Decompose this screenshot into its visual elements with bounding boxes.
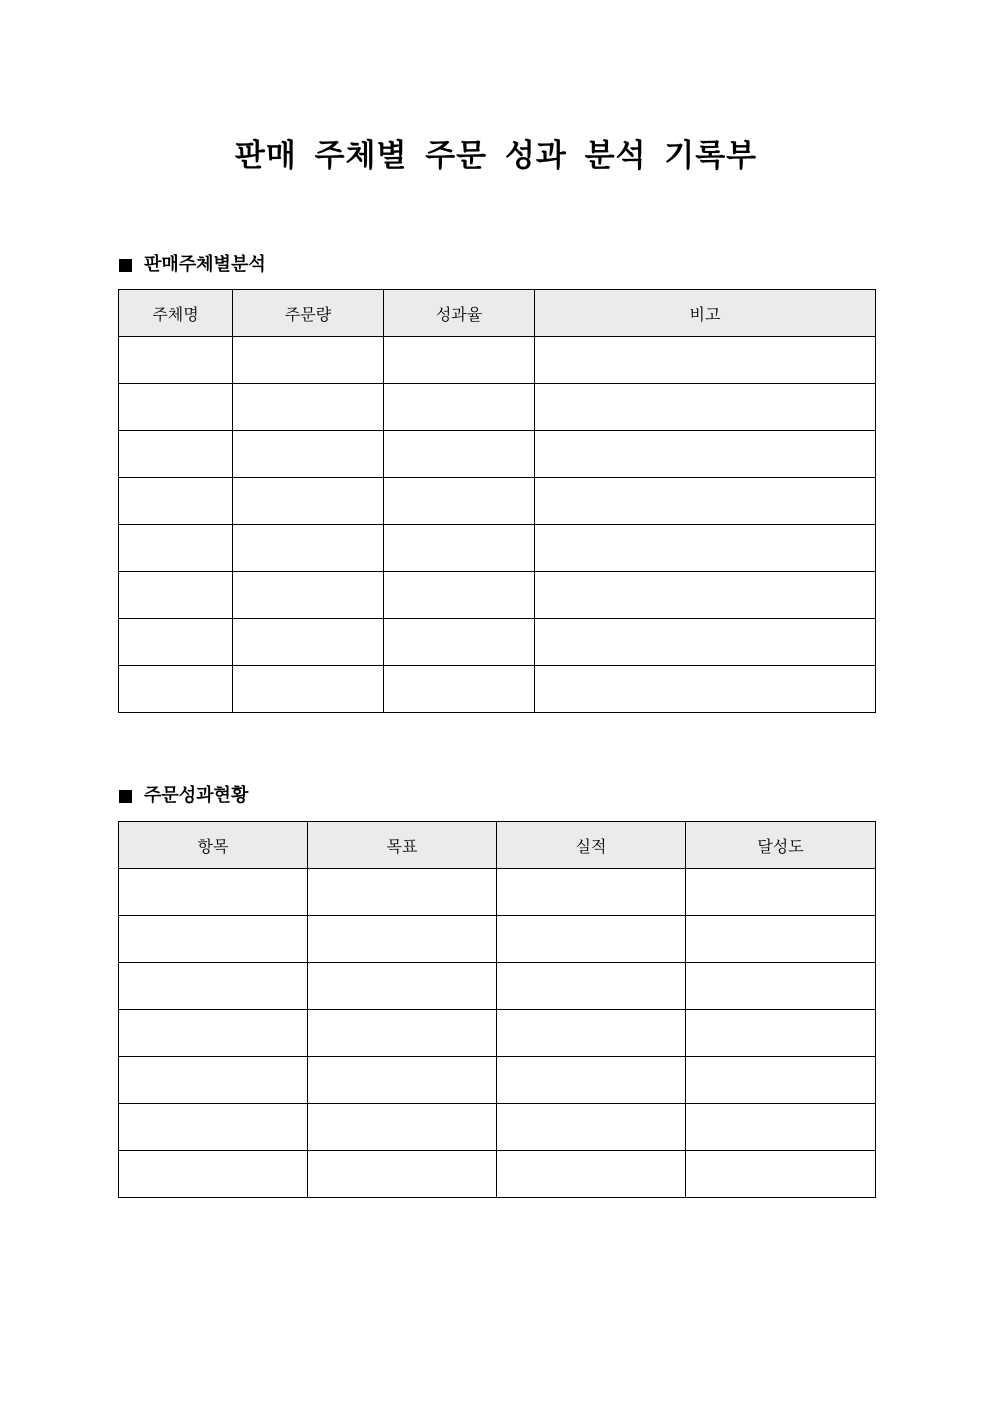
entity-analysis-table [118,289,876,713]
column-header-item: 항목 [119,822,308,869]
table-cell[interactable] [497,1057,686,1104]
table-row [119,1010,876,1057]
table-cell[interactable] [384,572,535,619]
table-cell[interactable] [119,666,233,713]
table-cell[interactable] [535,572,876,619]
table-cell[interactable] [384,666,535,713]
square-bullet-icon [119,790,132,803]
table-cell[interactable] [384,619,535,666]
section-heading-label: 판매주체별분석 [144,254,266,275]
table-cell[interactable] [233,619,384,666]
table-cell[interactable] [119,478,233,525]
table-cell[interactable] [384,478,535,525]
table-cell[interactable] [119,963,308,1010]
table-row [119,666,876,713]
table-cell[interactable] [308,963,497,1010]
table-row [119,1151,876,1198]
table-cell[interactable] [233,572,384,619]
table-cell[interactable] [308,1010,497,1057]
column-header-order-volume: 주문량 [233,290,384,337]
square-bullet-icon [119,259,132,272]
table-row [119,869,876,916]
table-row [119,1057,876,1104]
table-cell[interactable] [119,572,233,619]
table-cell[interactable] [535,478,876,525]
table-cell[interactable] [308,1057,497,1104]
table-row [119,384,876,431]
column-header-entity-name: 주체명 [119,290,233,337]
table-cell[interactable] [308,1104,497,1151]
table-cell[interactable] [535,431,876,478]
table-row [119,525,876,572]
section-heading-label: 주문성과현황 [144,785,249,806]
section-heading-entity-analysis [119,252,266,278]
table-cell[interactable] [119,431,233,478]
table-cell[interactable] [384,337,535,384]
table-cell[interactable] [119,1010,308,1057]
table-cell[interactable] [119,1104,308,1151]
table-cell[interactable] [119,619,233,666]
table-cell[interactable] [308,869,497,916]
table-cell[interactable] [119,525,233,572]
column-header-remarks: 비고 [535,290,876,337]
table-row [119,572,876,619]
table-header-row [119,290,876,337]
table-row [119,619,876,666]
table-cell[interactable] [535,666,876,713]
table-cell[interactable] [535,525,876,572]
table-cell[interactable] [686,1010,876,1057]
section-heading-order-performance [119,783,248,809]
column-header-actual: 실적 [497,822,686,869]
table-cell[interactable] [497,869,686,916]
table-cell[interactable] [686,1151,876,1198]
table-cell[interactable] [119,1151,308,1198]
table-cell[interactable] [686,963,876,1010]
table-cell[interactable] [119,337,233,384]
table-row [119,1104,876,1151]
table-cell[interactable] [535,337,876,384]
table-cell[interactable] [686,1057,876,1104]
column-header-achievement: 달성도 [686,822,876,869]
column-header-performance-rate: 성과율 [384,290,535,337]
table-cell[interactable] [119,384,233,431]
table-cell[interactable] [535,384,876,431]
table-cell[interactable] [119,1057,308,1104]
table-row [119,431,876,478]
table-row [119,478,876,525]
table-cell[interactable] [686,916,876,963]
table-cell[interactable] [686,869,876,916]
table-header-row [119,822,876,869]
table-cell[interactable] [497,1010,686,1057]
order-performance-table [118,821,876,1198]
table-cell[interactable] [233,431,384,478]
table-cell[interactable] [233,337,384,384]
table-cell[interactable] [686,1104,876,1151]
table-cell[interactable] [497,1151,686,1198]
table-cell[interactable] [497,916,686,963]
table-row [119,963,876,1010]
table-cell[interactable] [308,1151,497,1198]
table-row [119,916,876,963]
column-header-target: 목표 [308,822,497,869]
table-cell[interactable] [497,963,686,1010]
table-cell[interactable] [233,666,384,713]
table-cell[interactable] [497,1104,686,1151]
table-cell[interactable] [119,869,308,916]
table-cell[interactable] [308,916,497,963]
table-cell[interactable] [233,384,384,431]
table-cell[interactable] [233,478,384,525]
table-cell[interactable] [233,525,384,572]
table-cell[interactable] [119,916,308,963]
table-cell[interactable] [384,525,535,572]
page-title: 판매 주체별 주문 성과 분석 기록부 [234,138,758,174]
table-row [119,337,876,384]
table-cell[interactable] [535,619,876,666]
table-cell[interactable] [384,431,535,478]
table-cell[interactable] [384,384,535,431]
